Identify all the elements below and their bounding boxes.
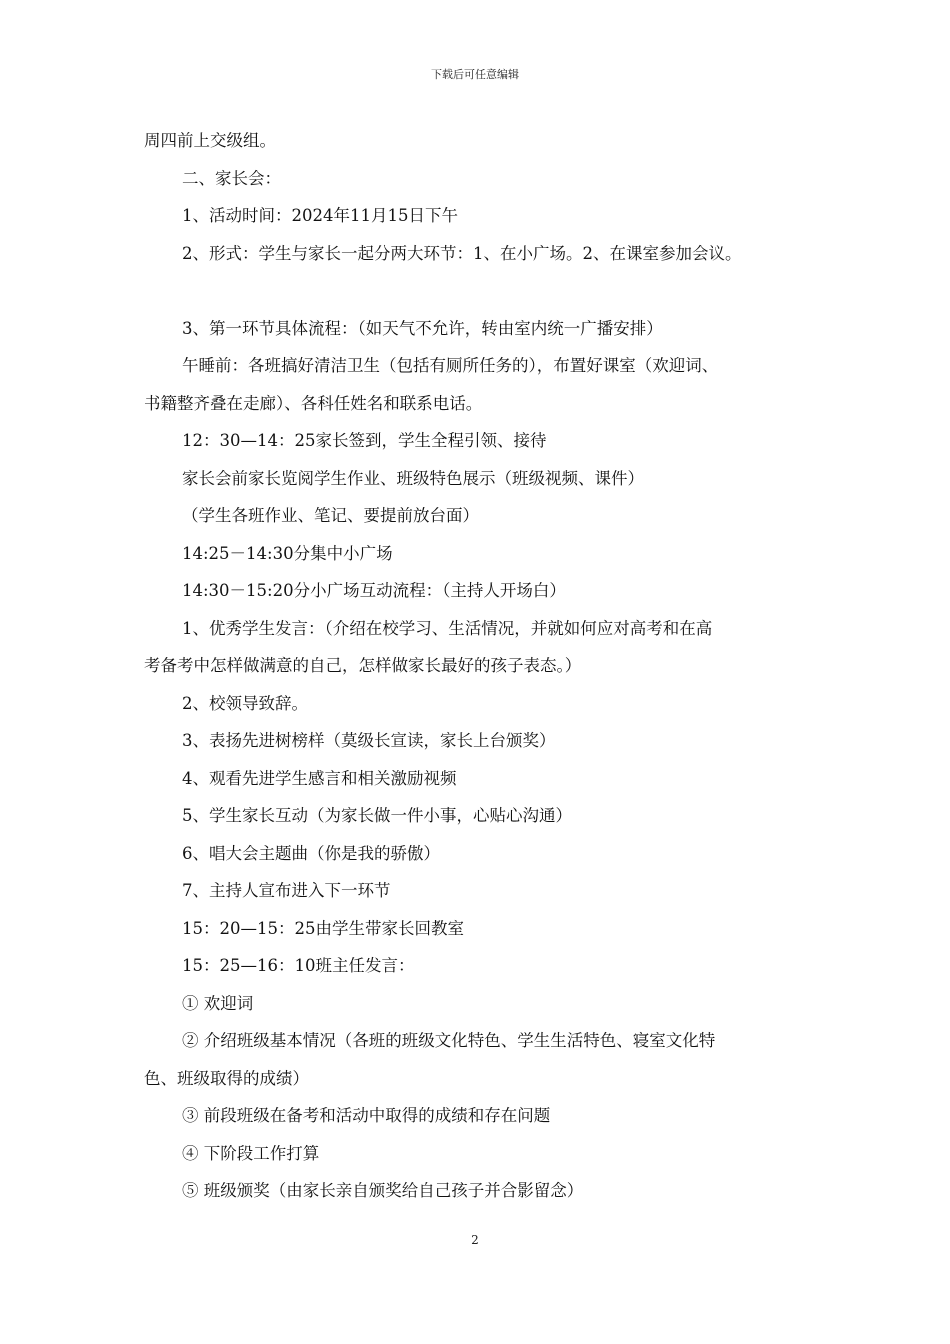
paragraph-line: 午睡前：各班搞好清洁卫生（包括有厕所任务的），布置好课室（欢迎词、 [182,356,719,375]
paragraph-line: 5、学生家长互动（为家长做一件小事，心贴心沟通） [182,806,572,825]
list-item: ③ 前段班级在备考和活动中取得的成绩和存在问题 [182,1106,551,1125]
paragraph-line: 15：20—15：25由学生带家长回教室 [182,918,464,938]
paragraph-line: 14:25－14:30分集中小广场 [182,543,393,563]
paragraph-line: 2、形式：学生与家长一起分两大环节：1、在小广场。2、在课室参加会议。 [182,243,742,263]
paragraph-line: 3、表扬先进树榜样（莫级长宣读，家长上台颁奖） [182,731,556,750]
paragraph-line: 4、观看先进学生感言和相关激励视频 [182,768,457,788]
paragraph-line: 考备考中怎样做满意的自己，怎样做家长最好的孩子表态。） [144,656,582,675]
paragraph-line: 1、优秀学生发言：（介绍在校学习、生活情况，并就如何应对高考和在高 [182,618,713,638]
list-item: ② 介绍班级基本情况（各班的班级文化特色、学生生活特色、寝室文化特 [182,1031,716,1050]
paragraph-line: 14:30－15:20分小广场互动流程：（主持人开场白） [182,581,566,600]
section-heading: 二、家长会： [182,168,281,188]
paragraph-line: 家长会前家长览阅学生作业、班级特色展示（班级视频、课件） [182,468,644,488]
list-item: ① 欢迎词 [182,993,254,1013]
paragraph-line: （学生各班作业、笔记、要提前放台面） [182,506,479,525]
paragraph-line: 3、第一环节具体流程：（如天气不允许，转由室内统一广播安排） [182,318,663,338]
paragraph-line: 1、活动时间：2024年11月15日下午 [182,206,458,225]
list-item: ⑤ 班级颁奖（由家长亲自颁奖给自己孩子并合影留念） [182,1181,584,1200]
paragraph-line: 书籍整齐叠在走廊）、各科任姓名和联系电话。 [144,393,483,413]
page-header: 下载后可任意编辑 [431,68,519,81]
paragraph-line: 色、班级取得的成绩） [144,1068,309,1088]
paragraph-line: 12：30—14：25家长签到，学生全程引领、接待 [182,431,547,450]
paragraph-line: 15：25—16：10班主任发言： [182,956,415,975]
document-body [144,122,834,1210]
paragraph-line: 2、校领导致辞。 [182,693,308,713]
paragraph-line: 周四前上交级组。 [144,131,276,150]
paragraph-line: 6、唱大会主题曲（你是我的骄傲） [182,843,440,863]
list-item: ④ 下阶段工作打算 [182,1143,320,1163]
paragraph-line: 7、主持人宣布进入下一环节 [182,881,391,900]
page-number: 2 [471,1233,479,1247]
